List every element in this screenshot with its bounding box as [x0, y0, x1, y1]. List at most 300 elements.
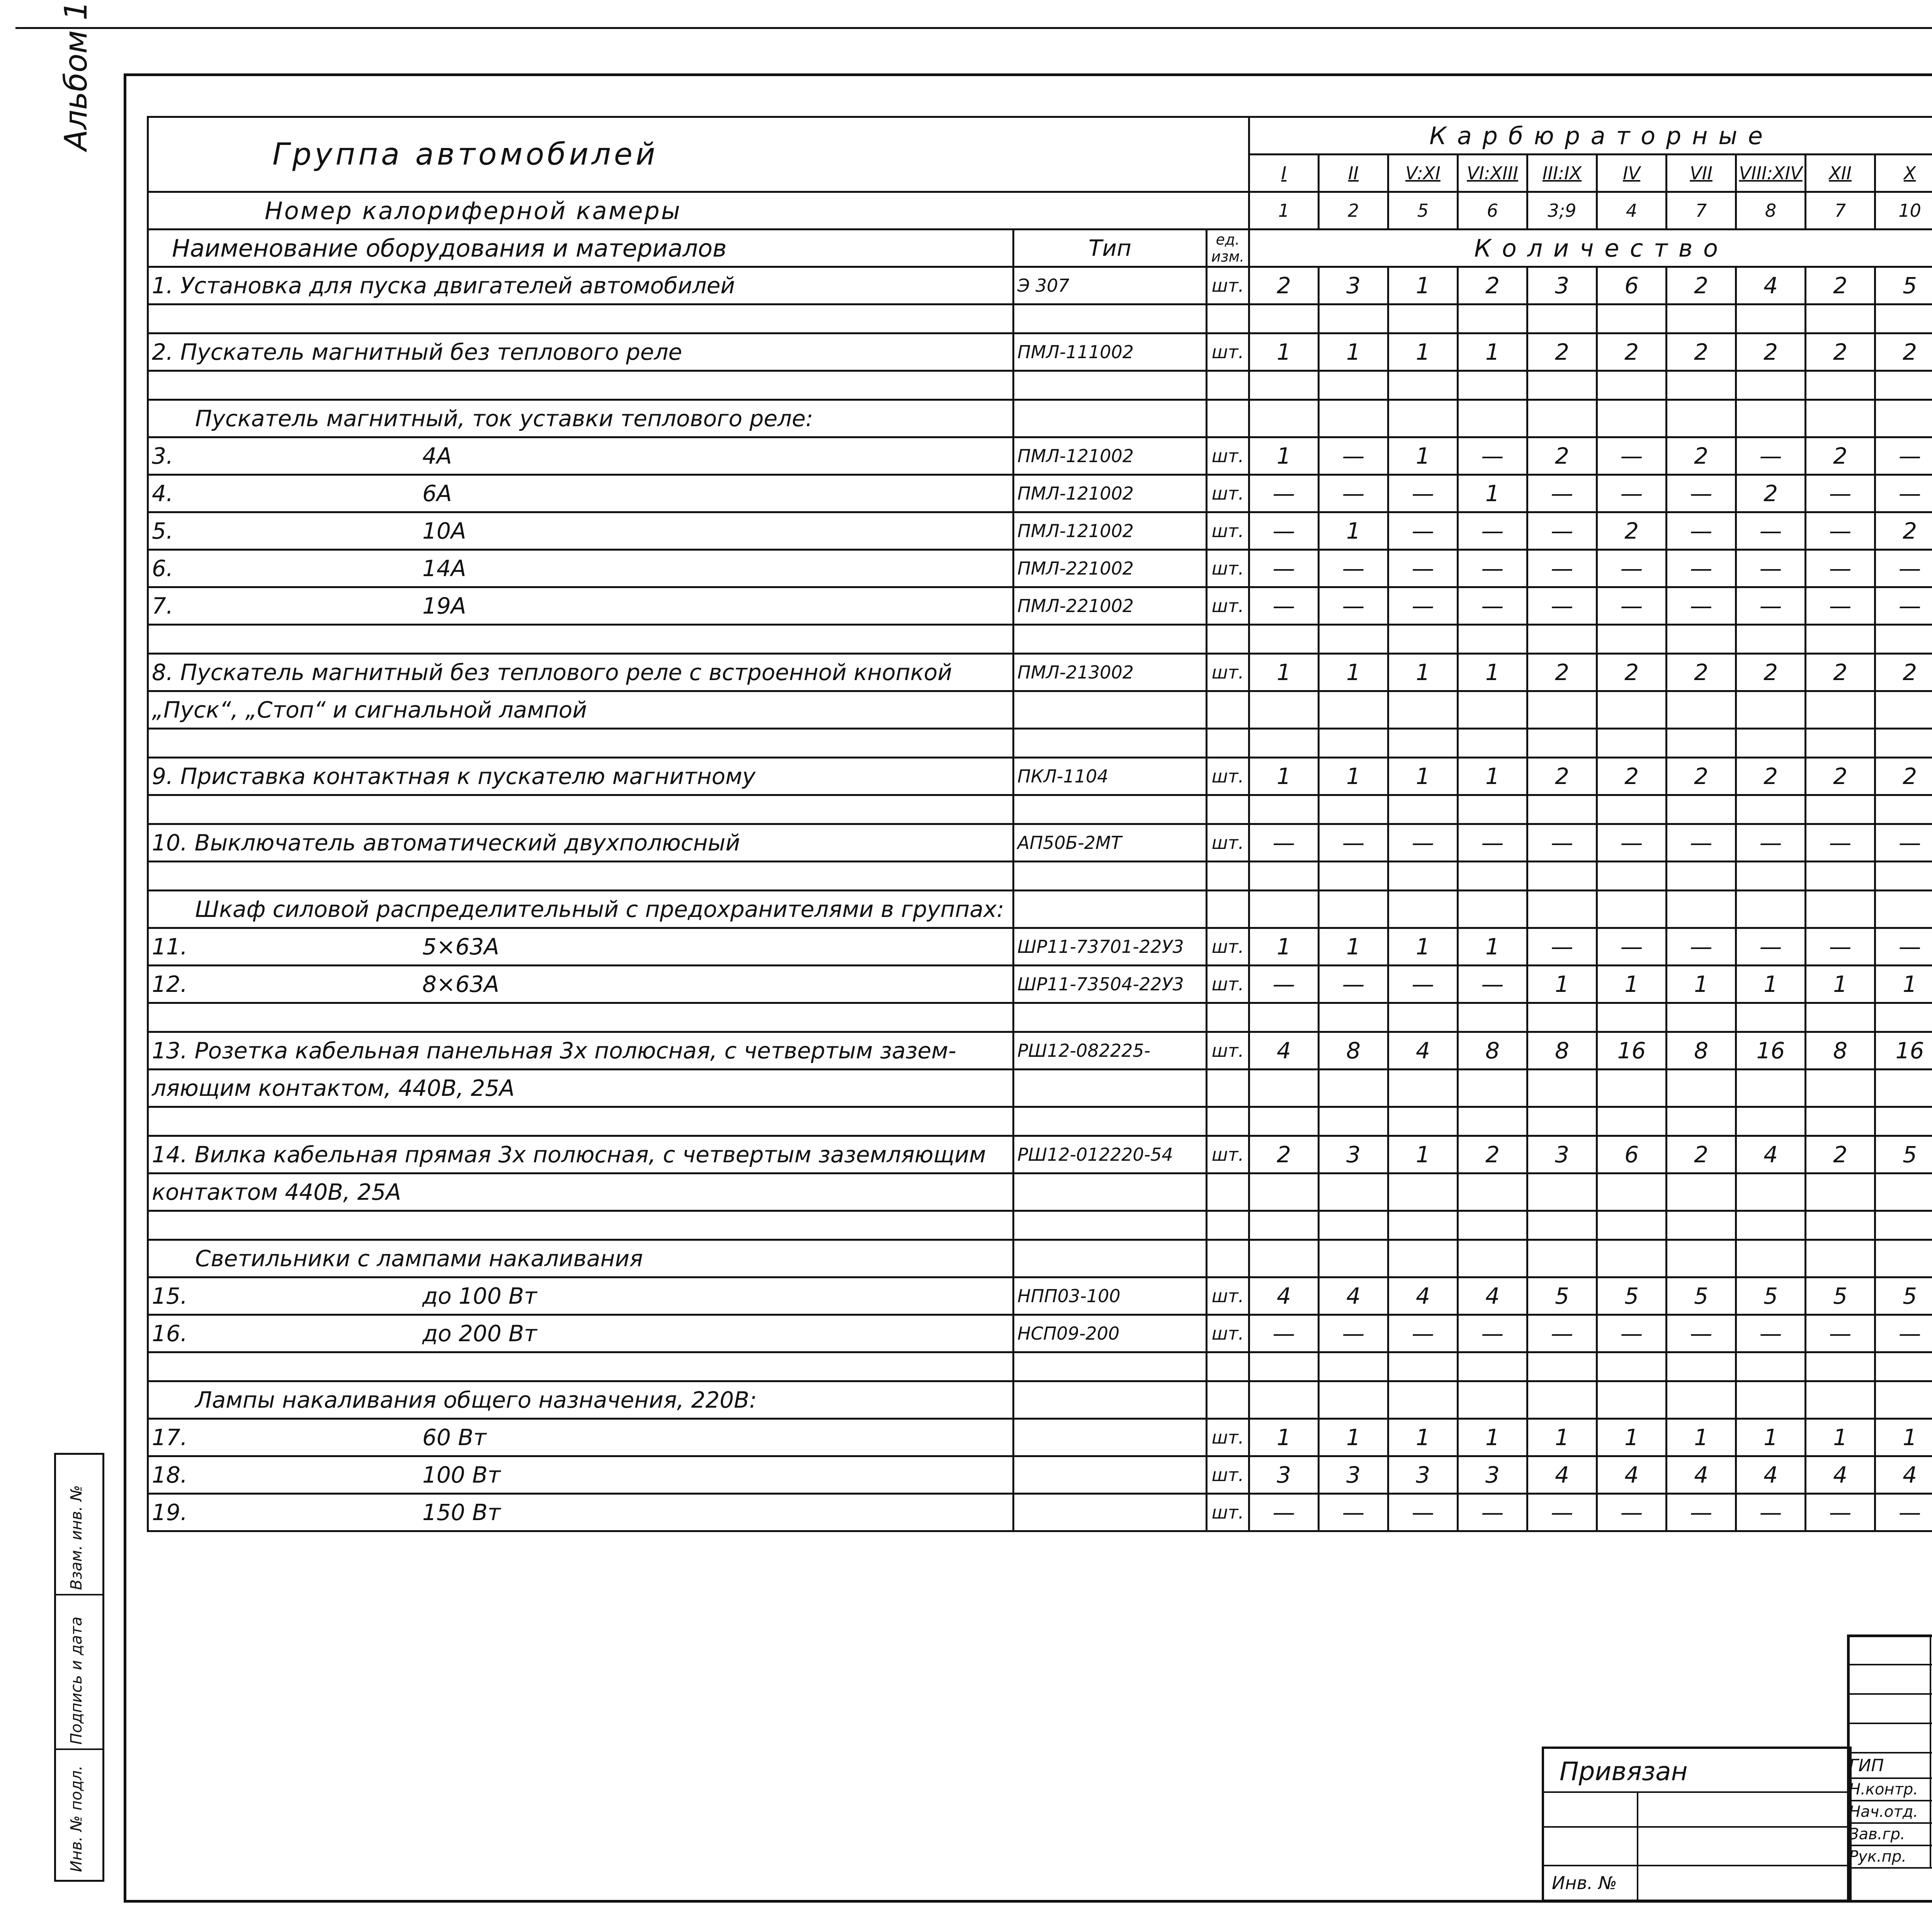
carb-chamber-cell: 10	[1875, 192, 1932, 230]
item-type-cell	[1014, 304, 1207, 333]
quantity-cell: 2	[1875, 333, 1932, 371]
person-cell	[1930, 1801, 1932, 1823]
table-row	[148, 1352, 1932, 1381]
quantity-cell	[1597, 400, 1667, 437]
item-type-cell	[1014, 371, 1207, 400]
quantity-cell	[1249, 795, 1319, 824]
quantity-cell	[1527, 1211, 1597, 1240]
quantity-cell	[1458, 862, 1527, 891]
quantity-cell: 1	[1458, 928, 1527, 966]
quantity-cell: —	[1527, 550, 1597, 587]
item-type-cell	[1014, 400, 1207, 437]
quantity-cell	[1527, 400, 1597, 437]
item-name-cell	[148, 475, 1014, 512]
quantity-cell: 16	[1875, 1032, 1932, 1070]
quantity-cell	[1806, 1352, 1875, 1381]
unit-label: ед. изм.	[1207, 230, 1249, 267]
item-sub: 5×63А	[422, 934, 499, 960]
item-name-cell	[148, 1352, 1014, 1381]
quantity-cell	[1806, 625, 1875, 654]
item-type-cell	[1014, 1173, 1207, 1211]
quantity-cell: 2	[1806, 333, 1875, 371]
table-row	[148, 1173, 1932, 1211]
quantity-cell	[1388, 1173, 1458, 1211]
quantity-cell: —	[1527, 1315, 1597, 1352]
quantity-cell	[1319, 371, 1388, 400]
item-sub: 6А	[422, 480, 452, 507]
item-type-cell	[1014, 1070, 1207, 1107]
person-cell	[1930, 1753, 1932, 1778]
quantity-cell	[1875, 795, 1932, 824]
quantity-cell	[1875, 625, 1932, 654]
item-name-cell	[148, 1419, 1014, 1456]
quantity-cell	[1249, 1352, 1319, 1381]
quantity-cell: 2	[1597, 512, 1667, 550]
item-type-cell: АП50Б-2МТ	[1014, 824, 1207, 862]
item-unit-cell: шт.	[1207, 1277, 1249, 1315]
name-label: Наименование оборудования и материалов	[148, 230, 1014, 267]
quantity-cell	[1597, 729, 1667, 758]
quantity-cell	[1249, 862, 1319, 891]
quantity-cell	[1249, 1070, 1319, 1107]
quantity-cell: 2	[1806, 267, 1875, 304]
quantity-cell: 1	[1249, 928, 1319, 966]
item-type-cell	[1014, 1240, 1207, 1277]
quantity-cell	[1597, 795, 1667, 824]
quantity-cell: —	[1667, 587, 1736, 625]
quantity-cell: —	[1458, 550, 1527, 587]
item-type-cell	[1014, 1211, 1207, 1240]
quantity-cell: —	[1249, 1494, 1319, 1531]
item-unit-cell	[1207, 1381, 1249, 1419]
item-unit-cell	[1207, 1352, 1249, 1381]
table-row	[148, 1240, 1932, 1277]
quantity-cell	[1667, 1240, 1736, 1277]
item-name-cell	[148, 1277, 1014, 1315]
quantity-cell: —	[1875, 1494, 1932, 1531]
quantity-cell: —	[1806, 587, 1875, 625]
item-type-cell: ПМЛ-221002	[1014, 550, 1207, 587]
quantity-cell	[1597, 1003, 1667, 1032]
quantity-cell: 4	[1667, 1456, 1736, 1494]
quantity-cell	[1319, 729, 1388, 758]
quantity-cell	[1458, 400, 1527, 437]
table-row	[148, 1494, 1932, 1531]
quantity-cell	[1388, 1381, 1458, 1419]
quantity-cell	[1667, 371, 1736, 400]
item-name-cell: контактом 440В, 25А	[148, 1173, 1014, 1211]
quantity-cell	[1319, 1107, 1388, 1136]
item-unit-cell: шт.	[1207, 654, 1249, 691]
quantity-cell: 1	[1388, 758, 1458, 795]
quantity-cell	[1875, 1352, 1932, 1381]
privyazan-label: Привязан	[1560, 1757, 1688, 1786]
item-name-cell: Светильники с лампами накаливания	[148, 1240, 1014, 1277]
quantity-cell	[1249, 1211, 1319, 1240]
item-number: 4.	[152, 480, 173, 507]
group-label: Группа автомобилей	[148, 117, 1249, 192]
quantity-cell	[1667, 400, 1736, 437]
item-number: 17.	[152, 1424, 188, 1451]
quantity-cell: 1	[1249, 1419, 1319, 1456]
quantity-cell: —	[1667, 928, 1736, 966]
quantity-cell	[1458, 1107, 1527, 1136]
quantity-cell: 4	[1875, 1456, 1932, 1494]
quantity-cell: —	[1597, 587, 1667, 625]
table-row	[148, 587, 1932, 625]
quantity-cell	[1736, 1003, 1806, 1032]
quantity-cell: —	[1319, 966, 1388, 1003]
quantity-cell: 4	[1249, 1277, 1319, 1315]
quantity-cell	[1458, 1173, 1527, 1211]
item-name-cell: 14. Вилка кабельная прямая 3х полюсная, с четвертым заземляющим	[148, 1136, 1014, 1173]
quantity-cell	[1388, 1211, 1458, 1240]
quantity-cell: 1	[1667, 1419, 1736, 1456]
carb-chamber-cell: 7	[1806, 192, 1875, 230]
quantity-cell: 1	[1319, 333, 1388, 371]
quantity-cell	[1875, 691, 1932, 729]
item-type-cell: НПП03-100	[1014, 1277, 1207, 1315]
quantity-cell: —	[1458, 1315, 1527, 1352]
carb-group-cell: II	[1319, 155, 1388, 192]
quantity-cell	[1458, 1070, 1527, 1107]
quantity-cell: 2	[1806, 654, 1875, 691]
item-name-cell: 10. Выключатель автоматический двухполюсный	[148, 824, 1014, 862]
item-sub: 19А	[422, 593, 466, 619]
quantity-cell: 1	[1458, 1419, 1527, 1456]
item-type-cell	[1014, 691, 1207, 729]
quantity-cell: 1	[1388, 267, 1458, 304]
carb-chamber-cell: 8	[1736, 192, 1806, 230]
item-name-cell	[148, 512, 1014, 550]
quantity-cell: 4	[1736, 267, 1806, 304]
quantity-cell	[1736, 625, 1806, 654]
quantity-cell: 1	[1806, 966, 1875, 1003]
table-row	[148, 1032, 1932, 1070]
quantity-cell	[1319, 1240, 1388, 1277]
quantity-cell	[1736, 891, 1806, 928]
carb-group-cell: X	[1875, 155, 1932, 192]
quantity-cell	[1875, 1211, 1932, 1240]
table-row	[148, 333, 1932, 371]
quantity-cell	[1667, 304, 1736, 333]
quantity-cell: —	[1667, 1315, 1736, 1352]
quantity-cell: —	[1875, 928, 1932, 966]
item-unit-cell: шт.	[1207, 1032, 1249, 1070]
quantity-cell	[1736, 1173, 1806, 1211]
quantity-cell: 3	[1388, 1456, 1458, 1494]
table-row	[148, 1315, 1932, 1352]
quantity-cell: 5	[1667, 1277, 1736, 1315]
quantity-cell	[1458, 625, 1527, 654]
item-number: 3.	[152, 443, 173, 469]
quantity-cell: 4	[1388, 1277, 1458, 1315]
item-name-cell	[148, 1107, 1014, 1136]
item-number: 12.	[152, 971, 188, 997]
item-unit-cell: шт.	[1207, 966, 1249, 1003]
quantity-cell	[1806, 862, 1875, 891]
item-type-cell: ПКЛ-1104	[1014, 758, 1207, 795]
quantity-cell	[1875, 1173, 1932, 1211]
quantity-cell	[1667, 795, 1736, 824]
table-row	[148, 795, 1932, 824]
quantity-cell	[1319, 1070, 1388, 1107]
quantity-cell: 2	[1667, 758, 1736, 795]
quantity-cell: —	[1249, 550, 1319, 587]
item-sub: 10А	[422, 518, 466, 544]
carb-chamber-cell: 4	[1597, 192, 1667, 230]
quantity-cell: —	[1597, 550, 1667, 587]
quantity-cell	[1458, 691, 1527, 729]
quantity-cell	[1597, 304, 1667, 333]
table-row	[148, 862, 1932, 891]
quantity-cell	[1597, 1173, 1667, 1211]
top-border-line	[15, 27, 1932, 29]
item-unit-cell	[1207, 795, 1249, 824]
item-unit-cell: шт.	[1207, 267, 1249, 304]
quantity-cell: —	[1597, 1315, 1667, 1352]
quantity-cell: —	[1319, 1494, 1388, 1531]
quantity-cell: 3	[1249, 1456, 1319, 1494]
quantity-cell: —	[1875, 824, 1932, 862]
quantity-cell: 4	[1249, 1032, 1319, 1070]
side-strip	[54, 1453, 104, 1882]
quantity-cell	[1806, 1211, 1875, 1240]
quantity-cell	[1249, 1003, 1319, 1032]
quantity-cell	[1458, 891, 1527, 928]
quantity-cell: —	[1667, 1494, 1736, 1531]
quantity-cell: 1	[1736, 966, 1806, 1003]
quantity-cell	[1736, 1352, 1806, 1381]
privyazan-box	[1542, 1747, 1852, 1902]
quantity-cell	[1388, 625, 1458, 654]
quantity-cell: 2	[1736, 333, 1806, 371]
carb-chamber-cell: 1	[1249, 192, 1319, 230]
quantity-cell: 2	[1527, 333, 1597, 371]
role-cell: Рук.пр.	[1848, 1845, 1930, 1868]
quantity-cell	[1527, 1070, 1597, 1107]
type-label: Тип	[1014, 230, 1207, 267]
table-row	[148, 891, 1932, 928]
quantity-cell	[1736, 1240, 1806, 1277]
quantity-cell: 5	[1875, 1136, 1932, 1173]
quantity-cell: 5	[1736, 1277, 1806, 1315]
table-row	[148, 437, 1932, 475]
quantity-cell	[1806, 1003, 1875, 1032]
item-type-cell: ПМЛ-111002	[1014, 333, 1207, 371]
quantity-cell	[1597, 862, 1667, 891]
quantity-cell: —	[1319, 550, 1388, 587]
quantity-cell: —	[1667, 824, 1736, 862]
quantity-cell: —	[1388, 1315, 1458, 1352]
item-name-cell	[148, 729, 1014, 758]
quantity-cell	[1736, 304, 1806, 333]
item-unit-cell	[1207, 729, 1249, 758]
carb-chamber-cell: 6	[1458, 192, 1527, 230]
item-unit-cell	[1207, 371, 1249, 400]
quantity-cell: —	[1806, 475, 1875, 512]
item-unit-cell	[1207, 1070, 1249, 1107]
quantity-cell: —	[1458, 966, 1527, 1003]
quantity-cell: 1	[1388, 928, 1458, 966]
quantity-cell	[1667, 1211, 1736, 1240]
item-number: 16.	[152, 1320, 188, 1347]
quantity-cell	[1667, 1173, 1736, 1211]
item-unit-cell	[1207, 1211, 1249, 1240]
quantity-cell	[1527, 1381, 1597, 1419]
item-type-cell	[1014, 891, 1207, 928]
quantity-cell: 1	[1458, 333, 1527, 371]
quantity-cell	[1597, 371, 1667, 400]
quantity-cell	[1527, 1107, 1597, 1136]
quantity-cell: 1	[1249, 333, 1319, 371]
quantity-cell	[1249, 1381, 1319, 1419]
table-row	[148, 1419, 1932, 1456]
carb-group-cell: V:XI	[1388, 155, 1458, 192]
table-row	[148, 654, 1932, 691]
quantity-cell: —	[1736, 437, 1806, 475]
table-row	[148, 512, 1932, 550]
quantity-cell: —	[1597, 824, 1667, 862]
quantity-cell: 3	[1458, 1456, 1527, 1494]
item-unit-cell	[1207, 400, 1249, 437]
quantity-cell: —	[1875, 475, 1932, 512]
quantity-cell: 1	[1319, 654, 1388, 691]
quantity-cell	[1319, 795, 1388, 824]
quantity-cell: 1	[1388, 654, 1458, 691]
item-type-cell	[1014, 1352, 1207, 1381]
album-label: Альбом 1	[58, 1, 94, 151]
item-name-cell	[148, 928, 1014, 966]
quantity-cell: —	[1527, 475, 1597, 512]
quantity-cell: 1	[1249, 654, 1319, 691]
inv-label: Инв. №	[1552, 1872, 1617, 1893]
quantity-cell	[1458, 304, 1527, 333]
quantity-cell: 1	[1458, 475, 1527, 512]
quantity-cell: 1	[1458, 654, 1527, 691]
carb-chamber-cell: 7	[1667, 192, 1736, 230]
quantity-cell: 3	[1319, 267, 1388, 304]
item-type-cell	[1014, 1494, 1207, 1531]
item-name-cell	[148, 1003, 1014, 1032]
quantity-cell: —	[1249, 824, 1319, 862]
person-cell	[1930, 1823, 1932, 1845]
table-row	[148, 966, 1932, 1003]
table-row	[148, 729, 1932, 758]
quantity-cell	[1806, 1070, 1875, 1107]
quantity-cell	[1806, 1240, 1875, 1277]
quantity-cell	[1597, 1070, 1667, 1107]
quantity-cell	[1667, 1107, 1736, 1136]
quantity-cell	[1667, 1352, 1736, 1381]
quantity-cell: —	[1527, 512, 1597, 550]
quantity-cell: 1	[1736, 1419, 1806, 1456]
item-sub: 8×63А	[422, 971, 499, 997]
quantity-cell: 5	[1875, 267, 1932, 304]
quantity-cell	[1458, 729, 1527, 758]
quantity-cell	[1527, 862, 1597, 891]
quantity-cell	[1875, 1107, 1932, 1136]
carb-chamber-cell: 5	[1388, 192, 1458, 230]
table-row	[148, 758, 1932, 795]
item-number: 7.	[152, 593, 173, 619]
quantity-cell: 1	[1875, 1419, 1932, 1456]
quantity-cell: 1	[1249, 437, 1319, 475]
item-number: 11.	[152, 934, 188, 960]
quantity-cell	[1527, 729, 1597, 758]
quantity-cell	[1806, 1107, 1875, 1136]
role-cell: Нач.отд.	[1848, 1801, 1930, 1823]
quantity-cell	[1597, 691, 1667, 729]
quantity-cell: —	[1249, 475, 1319, 512]
item-unit-cell: шт.	[1207, 1494, 1249, 1531]
table-row	[148, 267, 1932, 304]
quantity-cell	[1388, 795, 1458, 824]
quantity-cell	[1597, 1240, 1667, 1277]
quantity-cell	[1388, 862, 1458, 891]
item-unit-cell: шт.	[1207, 1315, 1249, 1352]
quantity-cell: —	[1736, 512, 1806, 550]
table-row	[148, 1003, 1932, 1032]
quantity-cell	[1527, 625, 1597, 654]
quantity-cell	[1806, 371, 1875, 400]
quantity-cell	[1319, 1352, 1388, 1381]
table-row	[148, 400, 1932, 437]
item-number: 15.	[152, 1283, 188, 1309]
carb-group-cell: VIII:XIV	[1736, 155, 1806, 192]
quantity-cell	[1875, 1240, 1932, 1277]
quantity-cell: —	[1388, 824, 1458, 862]
quantity-cell: 2	[1527, 437, 1597, 475]
item-name-cell: 1. Установка для пуска двигателей автомобилей	[148, 267, 1014, 304]
quantity-cell: —	[1736, 928, 1806, 966]
item-sub: 100 Вт	[422, 1462, 501, 1488]
quantity-cell: —	[1806, 512, 1875, 550]
item-name-cell: Лампы накаливания общего назначения, 220В:	[148, 1381, 1014, 1419]
quantity-cell	[1875, 400, 1932, 437]
quantity-cell	[1667, 1003, 1736, 1032]
quantity-cell: —	[1527, 824, 1597, 862]
quantity-cell	[1806, 691, 1875, 729]
quantity-cell	[1806, 891, 1875, 928]
item-number: 5.	[152, 518, 173, 544]
quantity-cell: 8	[1458, 1032, 1527, 1070]
quantity-cell: 1	[1667, 966, 1736, 1003]
quantity-cell: 4	[1597, 1456, 1667, 1494]
quantity-cell	[1388, 400, 1458, 437]
quantity-cell: —	[1736, 550, 1806, 587]
table-row	[148, 475, 1932, 512]
quantity-cell: 5	[1875, 1277, 1932, 1315]
item-number: 18.	[152, 1462, 188, 1488]
quantity-cell: 5	[1806, 1277, 1875, 1315]
quantity-cell	[1806, 795, 1875, 824]
quantity-cell: —	[1458, 512, 1527, 550]
quantity-cell	[1736, 371, 1806, 400]
item-unit-cell: шт.	[1207, 758, 1249, 795]
quantity-cell: 1	[1388, 333, 1458, 371]
quantity-cell: 1	[1458, 758, 1527, 795]
quantity-cell: 2	[1667, 333, 1736, 371]
table-row	[148, 625, 1932, 654]
quantity-cell: 8	[1667, 1032, 1736, 1070]
quantity-cell: 2	[1527, 758, 1597, 795]
item-name-cell	[148, 966, 1014, 1003]
quantity-cell	[1249, 400, 1319, 437]
table-row	[148, 371, 1932, 400]
item-unit-cell: шт.	[1207, 928, 1249, 966]
quantity-cell	[1875, 862, 1932, 891]
